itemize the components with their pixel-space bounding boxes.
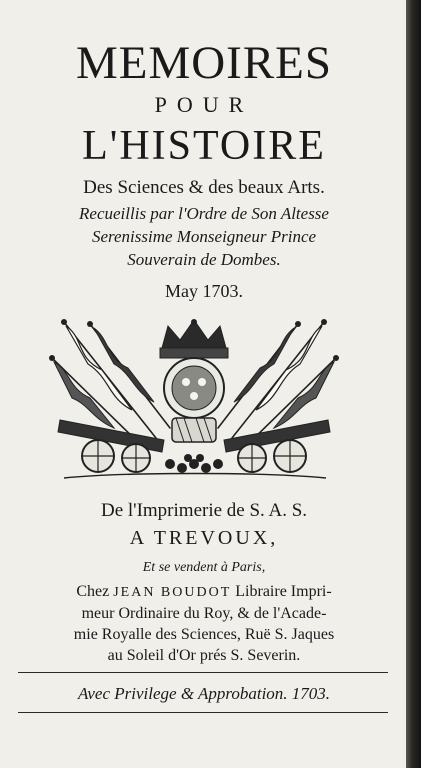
page-edge-shadow [406,0,421,768]
bookseller-line-1 [0,584,408,600]
title-pour: POUR [154,92,254,117]
dedication-line-1: Recueillis par l'Ordre de Son Altesse [79,204,329,223]
subtitle-sciences: Des Sciences & des beaux Arts. [83,177,325,198]
divider-top [18,672,388,673]
bookseller-line-1-rest: Libraire Impri- [235,583,332,600]
sold-at-line: Et se vendent à Paris, [142,560,266,575]
bookseller-line-2: meur Ordinaire du Roy, & de l'Acade- [81,605,327,622]
issue-date: May 1703. [165,281,243,301]
place-line: A TREVOUX, [129,527,279,549]
dedication-line-2: Serenissime Monseigneur Prince [91,227,317,246]
privilege-line: Avec Privilege & Approbation. 1703. [77,684,331,703]
title-histoire: L'HISTOIRE [82,123,326,169]
title-memoires: MEMOIRES [75,37,333,89]
printer-line: De l'Imprimerie de S. A. S. [100,500,308,521]
royal-arms-trophy-icon [44,318,344,488]
dedication-line-3: Souverain de Dombes. [127,250,281,269]
bookseller-line-4: au Soleil d'Or prés S. Severin. [107,647,301,664]
bookseller-prefix: Chez [76,583,110,600]
divider-bottom [18,712,388,713]
bookseller-line-3: mie Royalle des Sciences, Ruë S. Jaques [73,626,335,643]
bookseller-name: JEAN BOUDOT [113,585,232,600]
